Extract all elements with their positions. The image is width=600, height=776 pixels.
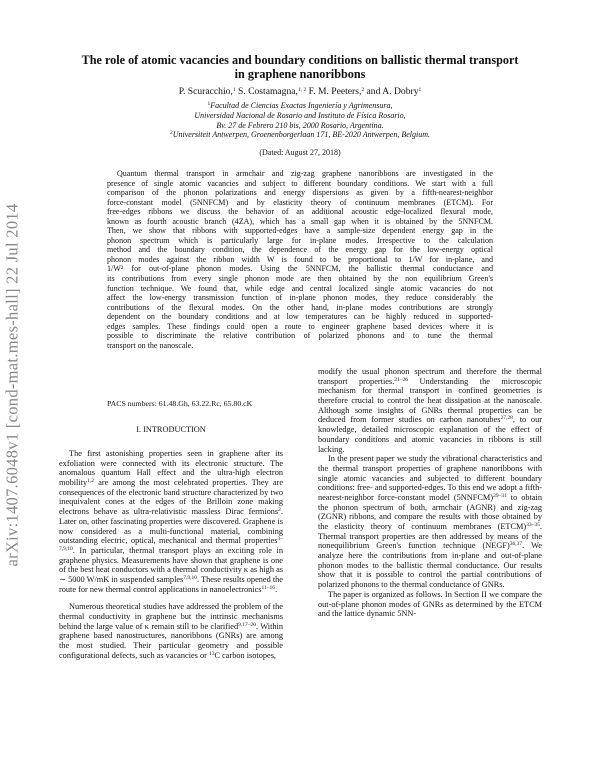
abstract-line: 1/W² for out-of-plane phonon modes. Using the 5NNFCM, the ballistic thermal conductance and	[107, 264, 493, 274]
abstract-line: method and the boundary condition, the dependence of the energy gap for the low-energy optical	[107, 245, 493, 255]
affiliation-line-3: Bv. 27 de Febrero 210 bis, 2000 Rosario, Argentina.	[216, 120, 384, 130]
abstract-line: possible to discriminate the relative contribution of polarized phonons and to tune the thermal	[107, 331, 493, 341]
affiliation-line-2: Universidad Nacional de Rosario and Instituto de Física Rosario,	[194, 110, 406, 120]
paragraph: The first astonishing properties seen in graphene after its exfoliation were connected with its electronic structure. The anomalous quantum Hall effect and the ultra-high electron mobility$^{1,2}$ are among the most celebrated properties. They are consequences of the electronic band structure characterized by two inequivalent cones at the edges of the Brilloin zone making electrons behave as ultra-relativistic massless Dirac fermions$^2$. Later on, other fascinating properties were discovered. Graphene is now considered as a multi-functional material, combining outstanding electric, optical, mechanical and thermal properties$^{3-7,9,10}$. In particular, thermal transport plays an exciting role in graphene physics. Measurements have shown that graphene is one of the best heat conductors with a thermal conductivity κ as high as ∼ 5000 W/mK in suspended samples$^{7,9,10}$. These results opened the route for new thermal control applications in nanoelectronics$^{11-16}$.	[59, 449, 283, 594]
author-4-affil: 1	[418, 87, 422, 93]
paragraph: In the present paper we study the vibrational characteristics and the thermal transport properties of graphene nanoribbons with single atomic vacancies and subjected to different boundary conditions: free- and supported-edges. To this end we adopt a fifth-nearest-neighbor force-constant model (5NNFCM)$^{29-31}$ to obtain the phonon spectrum of both, armchair (AGNR) and zig-zag (ZGNR) ribbons, and compare the results with those obtained by the elasticity theory of continuum membranes (ETCM)$^{33-35}$. Thermal transport properties are then addressed by means of the nonequilibrium Green's function technique (NEGF)$^{36,37}$. We analyze here the contributions from in-plane and out-of-plane phonon modes to the ballistic thermal conductance. Our results show that it is possible to control the partial contributions of polarized phonons to the thermal conductance of GNRs.	[318, 454, 542, 590]
date-line: (Dated: August 27, 2018)	[259, 148, 341, 157]
abstract-line: comparison of the phonon polarizations and energy dispersions as given by a fifth-nearest-neighbor	[107, 188, 493, 198]
abstract-line: affect the low-energy transmission function of in-plane phonon modes, they reduce considerably the	[107, 293, 493, 303]
author-3: F. M. Peeters,	[308, 86, 362, 97]
affiliation-line-4: $^2$Universiteit Antwerpen, Groenenborgerlaan 171, BE-2020 Antwerpen, Belgium.	[169, 130, 431, 140]
abstract-line: its contributions from every single phonon mode are then obtained by the non equilibrium Green's	[107, 274, 493, 284]
affiliations	[60, 101, 540, 140]
abstract	[107, 169, 493, 350]
paper-title	[60, 53, 540, 81]
arxiv-side-stamp	[2, 150, 22, 620]
author-4: and A. Dobry	[366, 86, 419, 97]
abstract-line: function technique. We found that, while edge and central localized single atomic vacancies do not	[107, 283, 493, 293]
abstract-line: force-constant model (5NNFCM) and by elasticity theory of continuum membranes (ETCM). For	[107, 197, 493, 207]
abstract-line: edges samples. These findings could open a route to engineer graphene based devices where it is	[107, 321, 493, 331]
abstract-line: free-edges ribbons we discuss the behavior of an additional acoustic edge-localized flexural mode,	[107, 207, 493, 217]
abstract-line: phonon spectrum which is particularly large for in-plane modes. Irrespective to the calculation	[107, 235, 493, 245]
author-2-affil: 1, 2	[297, 87, 307, 93]
left-column	[59, 449, 283, 660]
title-line-2: in graphene nanoribbons	[234, 67, 366, 81]
abstract-line: Then, we show that ribbons with supported-edges have a sample-size dependent energy gap in the	[107, 226, 493, 236]
abstract-line: phonon modes against the ribbon width W is found to be proportional to 1/W for in-plane, and	[107, 254, 493, 264]
arxiv-identifier: arXiv:1407.6048v1 [cond-mat.mes-hall] 22 Jul 2014	[2, 203, 22, 567]
paragraph: Numerous theoretical studies have addressed the problem of the thermal conductivity in graphene but the intrinsic mechanisms behind the large value of κ remain still to be clarified$^{9,17-20}$. Within graphene based nanostructures, nanoribbons (GNRs) are among the most studied. Their particular geometry and possible configurational defects, such as vacancies or $^{13}$C carbon isotopes,	[59, 602, 284, 660]
author-1: P. Scuracchio,	[178, 86, 233, 97]
abstract-line: known as fourth acoustic branch (4ZA), which has a small gap when it is obtained by the 5NNFCM.	[107, 216, 493, 226]
author-2: S. Costamagna,	[237, 86, 298, 97]
abstract-line: transport on the nanoscale.	[107, 340, 194, 350]
author-list	[60, 86, 540, 98]
abstract-line: dependent on the boundary conditions and at low temperatures can be highly reduced in supported-	[107, 312, 493, 322]
paragraph: modify the usual phonon spectrum and therefore the thermal transport properties.$^{21-26}$ Understanding the microscopic mechanism for thermal transport in confined geometries is therefore crucial to control the heat dissipation at the nanoscale. Although some insights of GNRs thermal properties can be deduced from former studies on carbon nanotubes$^{27,28}$, to our knowledge, detailed microscopic explanation of the effect of boundary conditions and atomic vacancies in ribbons is still lacking.	[318, 367, 542, 454]
section-heading-introduction: I. INTRODUCTION	[136, 425, 206, 434]
author-1-affil: 1	[232, 87, 236, 93]
right-column	[318, 367, 542, 619]
title-line-1: The role of atomic vacancies and boundary conditions on ballistic thermal transport	[81, 53, 519, 67]
pacs-numbers: PACS numbers: 61.48.Gh, 63.22.Rc, 65.80.cK	[107, 399, 253, 408]
affiliation-line-1: $^1$Facultad de Ciencias Exactas Ingeniería y Agrimensura,	[207, 101, 393, 110]
paragraph: The paper is organized as follows. In Section II we compare the out-of-plane phonon modes of GNRs as determined by the ETCM and the lattice dynamic 5NN-	[318, 589, 542, 619]
abstract-line: presence of single atomic vacancies and subject to different boundary conditions. We start with a full	[107, 178, 493, 188]
abstract-line: contributions of the flexural modes. On the other hand, in-plane modes contributions are strongly	[107, 302, 493, 312]
author-3-affil: 2	[361, 87, 365, 93]
abstract-line: Quantum thermal transport in armchair and zig-zag graphene nanoribbons are investigated in the	[117, 169, 493, 178]
